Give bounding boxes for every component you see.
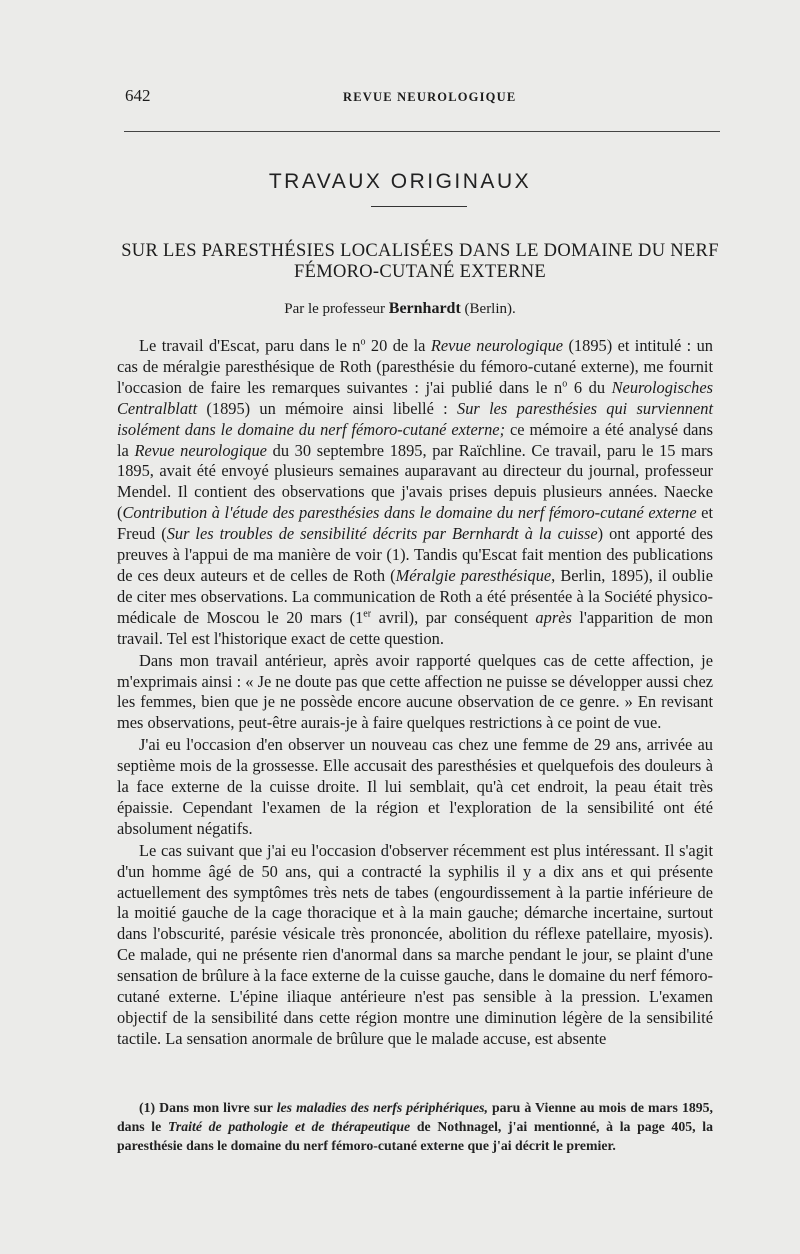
page-number: 642: [125, 86, 151, 105]
author-name: Bernhardt: [388, 300, 461, 317]
section-rule: [371, 206, 467, 207]
article-title-line-2: FÉMORO-CUTANÉ EXTERNE: [294, 262, 546, 282]
footnote-1: (1) Dans mon livre sur les maladies des nerfs périphériques, paru à Vienne au mois de mars 1895, dans le Traité de pathologie et de thérapeutique de Nothnagel, j'ai mentionné, à la page 405, la paresthésie dans le domaine du nerf fémoro-cutané externe que j'ai décrit le premier.: [117, 1100, 713, 1153]
paragraph-1: Le travail d'Escat, paru dans le $n^o$ 20 de la Revue neurologique (1895) et intitulé : un cas de méralgie paresthésique de Roth (paresthésie du fémoro-cutané externe), me fournit l'occasion de faire les remarques suivantes : j'ai publié dans le $n^o$ 6 du Neurologisches Centralblatt (1895) un mémoire ainsi libellé : Sur les paresthésies qui surviennent isolément dans le domaine du nerf fémoro-cutané externe; ce mémoire a été analysé dans la Revue neurologique du 30 septembre 1895, par Raïchline. Ce travail, paru le 15 mars 1895, avait été envoyé plusieurs semaines auparavant au directeur du journal, professeur Mendel. Il contient des observations que j'avais prises depuis plusieurs années. Naecke (Contribution à l'étude des paresthésies dans le domaine du nerf fémoro-cutané externe et Freud (Sur les troubles de sensibilité décrits par Bernhardt à la cuisse) ont apporté des preuves à l'appui de ma manière de voir (1). Tandis qu'Escat fait mention des publications de ces deux auteurs et de celles de Roth (Méralgie paresthésique, Berlin, 1895), il oublie de citer mes observations. La communication de Roth a été présentée à la Société physico-médicale de Moscou le 20 mars (1er avril), par conséquent après l'apparition de mon travail. Tel est l'historique exact de cette question.: [117, 336, 714, 648]
article-title: [110, 241, 730, 283]
paragraph-2: Dans mon travail antérieur, après avoir rapporté quelques cas de cette affection, je m'exprimais ainsi : « Je ne doute pas que cette affection ne puisse se développer aussi chez les femmes, bien que je ne possède encore aucune observation de ce genre. » En revisant mes observations, peut-être aurais-je à faire quelques restrictions à ce point de vue.: [117, 650, 713, 733]
author-affiliation: (Berlin).: [464, 301, 516, 317]
article-body: [117, 336, 713, 1051]
paragraph-3: J'ai eu l'occasion d'en observer un nouveau cas chez une femme de 29 ans, arrivée au septième mois de la grossesse. Elle accusait des paresthésies et quelquefois des douleurs à la face externe de la cuisse droite. Il lui semblait, qu'à cet endroit, la peau était très épaissie. Cependant l'examen de la région et l'exploration de la sensibilité ont été absolument négatifs.: [117, 735, 713, 838]
journal-title: REVUE NEUROLOGIQUE: [343, 90, 517, 104]
running-head: [0, 86, 800, 110]
article-title-line-1: SUR LES PARESTHÉSIES LOCALISÉES DANS LE DOMAINE DU NERF: [121, 241, 719, 261]
byline-prefix: Par le professeur: [284, 301, 386, 317]
footnote: [117, 1098, 713, 1155]
byline: [0, 300, 800, 318]
section-title: TRAVAUX ORIGINAUX: [268, 170, 532, 193]
header-rule: [124, 131, 720, 132]
paragraph-4: Le cas suivant que j'ai eu l'occasion d'observer récemment est plus intéressant. Il s'agit d'un homme âgé de 50 ans, qui a contracté la syphilis il y a dix ans et qui présente actuellement des symptômes très nets de tabes (engourdissement à la partie inférieure de la moitié gauche de la cage thoracique et à la main gauche; démarche incertaine, surtout dans l'obscurité, parésie vésicale très prononcée, abolition du réflexe patellaire, myosis). Ce malade, qui ne présente rien d'anormal dans sa marche pendant le jour, se plaint d'une sensation de brûlure à la face externe de la cuisse gauche, dans le domaine du nerf fémoro-cutané externe. L'épine iliaque antérieure n'est pas sensible à la pression. L'examen objectif de la sensibilité dans cette région montre une diminution légère de la sensibilité tactile. La sensation anormale de brûlure que le malade accuse, est absente: [117, 840, 713, 1048]
